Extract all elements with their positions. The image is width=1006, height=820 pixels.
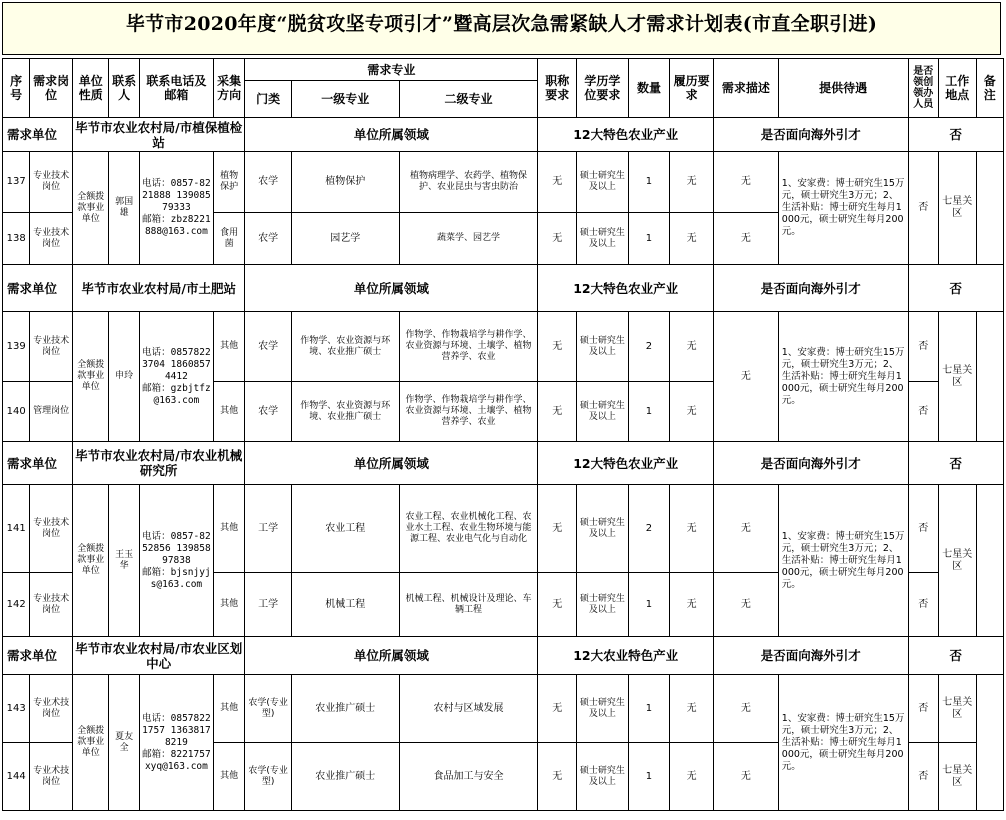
exp-cell: 无: [670, 743, 714, 811]
contact-cell: 夏友全: [109, 675, 139, 811]
unit-overseas-label: 是否面向海外引才: [713, 637, 908, 675]
unit-field: 12大特色农业产业: [538, 265, 713, 312]
level2-cell: 作物学、作物栽培学与耕作学、农业资源与环境、土壤学、植物营养学、农业: [399, 312, 538, 382]
exp-cell: 无: [670, 675, 714, 743]
title-req-cell: 无: [538, 743, 577, 811]
post-cell: 专业技术岗位: [30, 213, 73, 265]
leader-cell: 否: [908, 382, 938, 442]
location-cell: 七星关区: [939, 485, 977, 637]
title-req-cell: 无: [538, 382, 577, 442]
unit-label: 需求单位: [3, 637, 73, 675]
count-cell: 1: [628, 152, 670, 213]
post-cell: 专业术技岗位: [30, 743, 73, 811]
header-row: [3, 59, 1004, 81]
method-cell: 其他: [213, 743, 244, 811]
desc-cell: 无: [713, 573, 778, 637]
col-location: 工作地点: [939, 59, 977, 118]
level2-cell: 食品加工与安全: [399, 743, 538, 811]
unit-domain-label: 单位所属领域: [245, 118, 538, 152]
remark-cell: [976, 152, 1003, 265]
level1-cell: 农业推广硕士: [292, 743, 400, 811]
unit-field: 12大特色农业产业: [538, 118, 713, 152]
desc-cell: 无: [713, 743, 778, 811]
benefits-cell: 1、安家费：博士研究生15万元，硕士研究生3万元；2、生活补贴：博士研究生每月1000元，硕士研究生每月200元。: [778, 152, 908, 265]
contact-cell: 王玉华: [109, 485, 139, 637]
location-cell: 七星关区: [939, 152, 977, 265]
seq-cell: 137: [3, 152, 30, 213]
category-cell: 农学: [245, 312, 292, 382]
unit-row: [3, 265, 1004, 312]
level2-cell: 机械工程、机械设计及理论、车辆工程: [399, 573, 538, 637]
col-leader: 是否领创领办人员: [908, 59, 938, 118]
count-cell: 1: [628, 213, 670, 265]
remark-cell: [976, 675, 1003, 811]
col-edu: 学历学位要求: [576, 59, 628, 118]
phone-text: 电话：08578223704 18608574412: [142, 346, 211, 382]
level2-cell: 蔬菜学、园艺学: [399, 213, 538, 265]
edu-cell: 硕士研究生及以上: [576, 152, 628, 213]
title-banner: [2, 2, 1001, 55]
col-unit-type: 单位性质: [72, 59, 109, 118]
edu-cell: 硕士研究生及以上: [576, 573, 628, 637]
col-level2: 二级专业: [399, 81, 538, 118]
email-text: 邮箱：8221757xyq@163.com: [142, 748, 211, 772]
leader-cell: 否: [908, 152, 938, 265]
table-row: [3, 485, 1004, 573]
table-row: [3, 312, 1004, 382]
col-title-req: 职称要求: [538, 59, 577, 118]
leader-cell: 否: [908, 573, 938, 637]
title-req-cell: 无: [538, 573, 577, 637]
title-req-cell: 无: [538, 485, 577, 573]
unit-type-cell: 全额拨款事业单位: [72, 485, 109, 637]
phone-email-cell: [139, 152, 213, 265]
level1-cell: 机械工程: [292, 573, 400, 637]
col-count: 数量: [628, 59, 670, 118]
unit-label: 需求单位: [3, 265, 73, 312]
desc-cell: 无: [713, 152, 778, 213]
count-cell: 1: [628, 573, 670, 637]
col-phone-email: 联系电话及邮箱: [139, 59, 213, 118]
method-cell: 其他: [213, 485, 244, 573]
page-title: 毕节市2020年度“脱贫攻坚专项引才”暨高层次急需紧缺人才需求计划表(市直全职引进): [125, 13, 878, 35]
level1-cell: 植物保护: [292, 152, 400, 213]
col-desc: 需求描述: [713, 59, 778, 118]
unit-name: 毕节市农业农村局/市植保植检站: [72, 118, 244, 152]
col-seq: 序号: [3, 59, 30, 118]
method-cell: 植物保护: [213, 152, 244, 213]
category-cell: 农学(专业型): [245, 743, 292, 811]
exp-cell: 无: [670, 312, 714, 382]
location-cell: 七星关区: [939, 743, 977, 811]
location-cell: 七星关区: [939, 312, 977, 442]
exp-cell: 无: [670, 573, 714, 637]
unit-type-cell: 全额拨款事业单位: [72, 312, 109, 442]
leader-cell: 否: [908, 743, 938, 811]
phone-email-cell: [139, 675, 213, 811]
category-cell: 农学(专业型): [245, 675, 292, 743]
leader-cell: 否: [908, 675, 938, 743]
desc-cell: 无: [713, 213, 778, 265]
unit-name: 毕节市农业农村局/市农业机械研究所: [72, 442, 244, 485]
unit-label: 需求单位: [3, 442, 73, 485]
count-cell: 2: [628, 485, 670, 573]
level1-cell: 农业推广硕士: [292, 675, 400, 743]
contact-cell: 郭国雄: [109, 152, 139, 265]
contact-cell: 申玲: [109, 312, 139, 442]
category-cell: 工学: [245, 573, 292, 637]
exp-cell: 无: [670, 213, 714, 265]
post-cell: 专业术技岗位: [30, 675, 73, 743]
unit-overseas-value: 否: [908, 118, 1003, 152]
seq-cell: 140: [3, 382, 30, 442]
col-method: 采集方向: [213, 59, 244, 118]
count-cell: 1: [628, 743, 670, 811]
level1-cell: 作物学、农业资源与环境、农业推广硕士: [292, 312, 400, 382]
unit-row: [3, 118, 1004, 152]
category-cell: 农学: [245, 382, 292, 442]
desc-cell: 无: [713, 312, 778, 442]
seq-cell: 142: [3, 573, 30, 637]
exp-cell: 无: [670, 485, 714, 573]
phone-email-cell: [139, 485, 213, 637]
method-cell: 食用菌: [213, 213, 244, 265]
seq-cell: 138: [3, 213, 30, 265]
exp-cell: 无: [670, 382, 714, 442]
unit-overseas-label: 是否面向海外引才: [713, 118, 908, 152]
post-cell: 管理岗位: [30, 382, 73, 442]
leader-cell: 否: [908, 312, 938, 382]
leader-cell: 否: [908, 485, 938, 573]
unit-row: [3, 637, 1004, 675]
unit-domain-label: 单位所属领域: [245, 637, 538, 675]
level2-cell: 作物学、作物栽培学与耕作学、农业资源与环境、土壤学、植物营养学、农业: [399, 382, 538, 442]
col-benefits: 提供待遇: [778, 59, 908, 118]
count-cell: 2: [628, 312, 670, 382]
phone-text: 电话：08578221757 13638178219: [142, 712, 211, 748]
remark-cell: [976, 485, 1003, 637]
unit-domain-label: 单位所属领域: [245, 442, 538, 485]
unit-row: [3, 442, 1004, 485]
count-cell: 1: [628, 675, 670, 743]
table-row: [3, 675, 1004, 743]
unit-field: 12大特色农业产业: [538, 442, 713, 485]
table-row: [3, 152, 1004, 213]
edu-cell: 硕士研究生及以上: [576, 485, 628, 573]
unit-type-cell: 全额拨款事业单位: [72, 152, 109, 265]
edu-cell: 硕士研究生及以上: [576, 743, 628, 811]
phone-email-cell: [139, 312, 213, 442]
email-text: 邮箱：gzbjtfz@163.com: [142, 382, 211, 406]
email-text: 邮箱：zbz8221888@163.com: [142, 214, 211, 237]
unit-field: 12大农业特色产业: [538, 637, 713, 675]
title-req-cell: 无: [538, 152, 577, 213]
edu-cell: 硕士研究生及以上: [576, 312, 628, 382]
level2-cell: 农业工程、农业机械化工程、农业水土工程、农业生物环境与能源工程、农业电气化与自动化: [399, 485, 538, 573]
phone-text: 电话：0857-8252856 13985897838: [142, 530, 211, 566]
edu-cell: 硕士研究生及以上: [576, 675, 628, 743]
unit-overseas-label: 是否面向海外引才: [713, 442, 908, 485]
desc-cell: 无: [713, 485, 778, 573]
remark-cell: [976, 312, 1003, 442]
benefits-cell: 1、安家费：博士研究生15万元，硕士研究生3万元；2、生活补贴：博士研究生每月1000元，硕士研究生每月200元。: [778, 312, 908, 442]
email-text: 邮箱：bjsnjyjs@163.com: [142, 566, 211, 590]
col-major-group: 需求专业: [245, 59, 538, 81]
method-cell: 其他: [213, 573, 244, 637]
exp-cell: 无: [670, 152, 714, 213]
title-req-cell: 无: [538, 312, 577, 382]
unit-type-cell: 全额拨款事业单位: [72, 675, 109, 811]
method-cell: 其他: [213, 675, 244, 743]
level2-cell: 农村与区域发展: [399, 675, 538, 743]
unit-overseas-value: 否: [908, 637, 1003, 675]
desc-cell: 无: [713, 675, 778, 743]
phone-text: 电话：0857-8221888 13908579333: [142, 178, 211, 213]
edu-cell: 硕士研究生及以上: [576, 382, 628, 442]
post-cell: 专业技术岗位: [30, 152, 73, 213]
category-cell: 工学: [245, 485, 292, 573]
unit-label: 需求单位: [3, 118, 73, 152]
col-remark: 备注: [976, 59, 1003, 118]
method-cell: 其他: [213, 312, 244, 382]
seq-cell: 144: [3, 743, 30, 811]
seq-cell: 141: [3, 485, 30, 573]
benefits-cell: 1、安家费：博士研究生15万元，硕士研究生3万元；2、生活补贴：博士研究生每月1000元，硕士研究生每月200元。: [778, 675, 908, 811]
category-cell: 农学: [245, 213, 292, 265]
level1-cell: 作物学、农业资源与环境、农业推广硕士: [292, 382, 400, 442]
count-cell: 1: [628, 382, 670, 442]
level2-cell: 植物病理学、农药学、植物保护、农业昆虫与害虫防治: [399, 152, 538, 213]
location-cell: 七星关区: [939, 675, 977, 743]
unit-name: 毕节市农业农村局/市农业区划中心: [72, 637, 244, 675]
method-cell: 其他: [213, 382, 244, 442]
unit-name: 毕节市农业农村局/市土肥站: [72, 265, 244, 312]
col-post: 需求岗位: [30, 59, 73, 118]
col-level1: 一级专业: [292, 81, 400, 118]
col-category: 门类: [245, 81, 292, 118]
unit-overseas-value: 否: [908, 442, 1003, 485]
col-exp: 履历要求: [670, 59, 714, 118]
unit-domain-label: 单位所属领域: [245, 265, 538, 312]
col-contact: 联系人: [109, 59, 139, 118]
unit-overseas-label: 是否面向海外引才: [713, 265, 908, 312]
seq-cell: 139: [3, 312, 30, 382]
demand-table: [2, 58, 1004, 811]
seq-cell: 143: [3, 675, 30, 743]
category-cell: 农学: [245, 152, 292, 213]
edu-cell: 硕士研究生及以上: [576, 213, 628, 265]
title-req-cell: 无: [538, 675, 577, 743]
title-req-cell: 无: [538, 213, 577, 265]
level1-cell: 农业工程: [292, 485, 400, 573]
level1-cell: 园艺学: [292, 213, 400, 265]
benefits-cell: 1、安家费：博士研究生15万元，硕士研究生3万元；2、生活补贴：博士研究生每月1000元，硕士研究生每月200元。: [778, 485, 908, 637]
post-cell: 专业技术岗位: [30, 312, 73, 382]
unit-overseas-value: 否: [908, 265, 1003, 312]
post-cell: 专业技术岗位: [30, 485, 73, 573]
post-cell: 专业技术岗位: [30, 573, 73, 637]
